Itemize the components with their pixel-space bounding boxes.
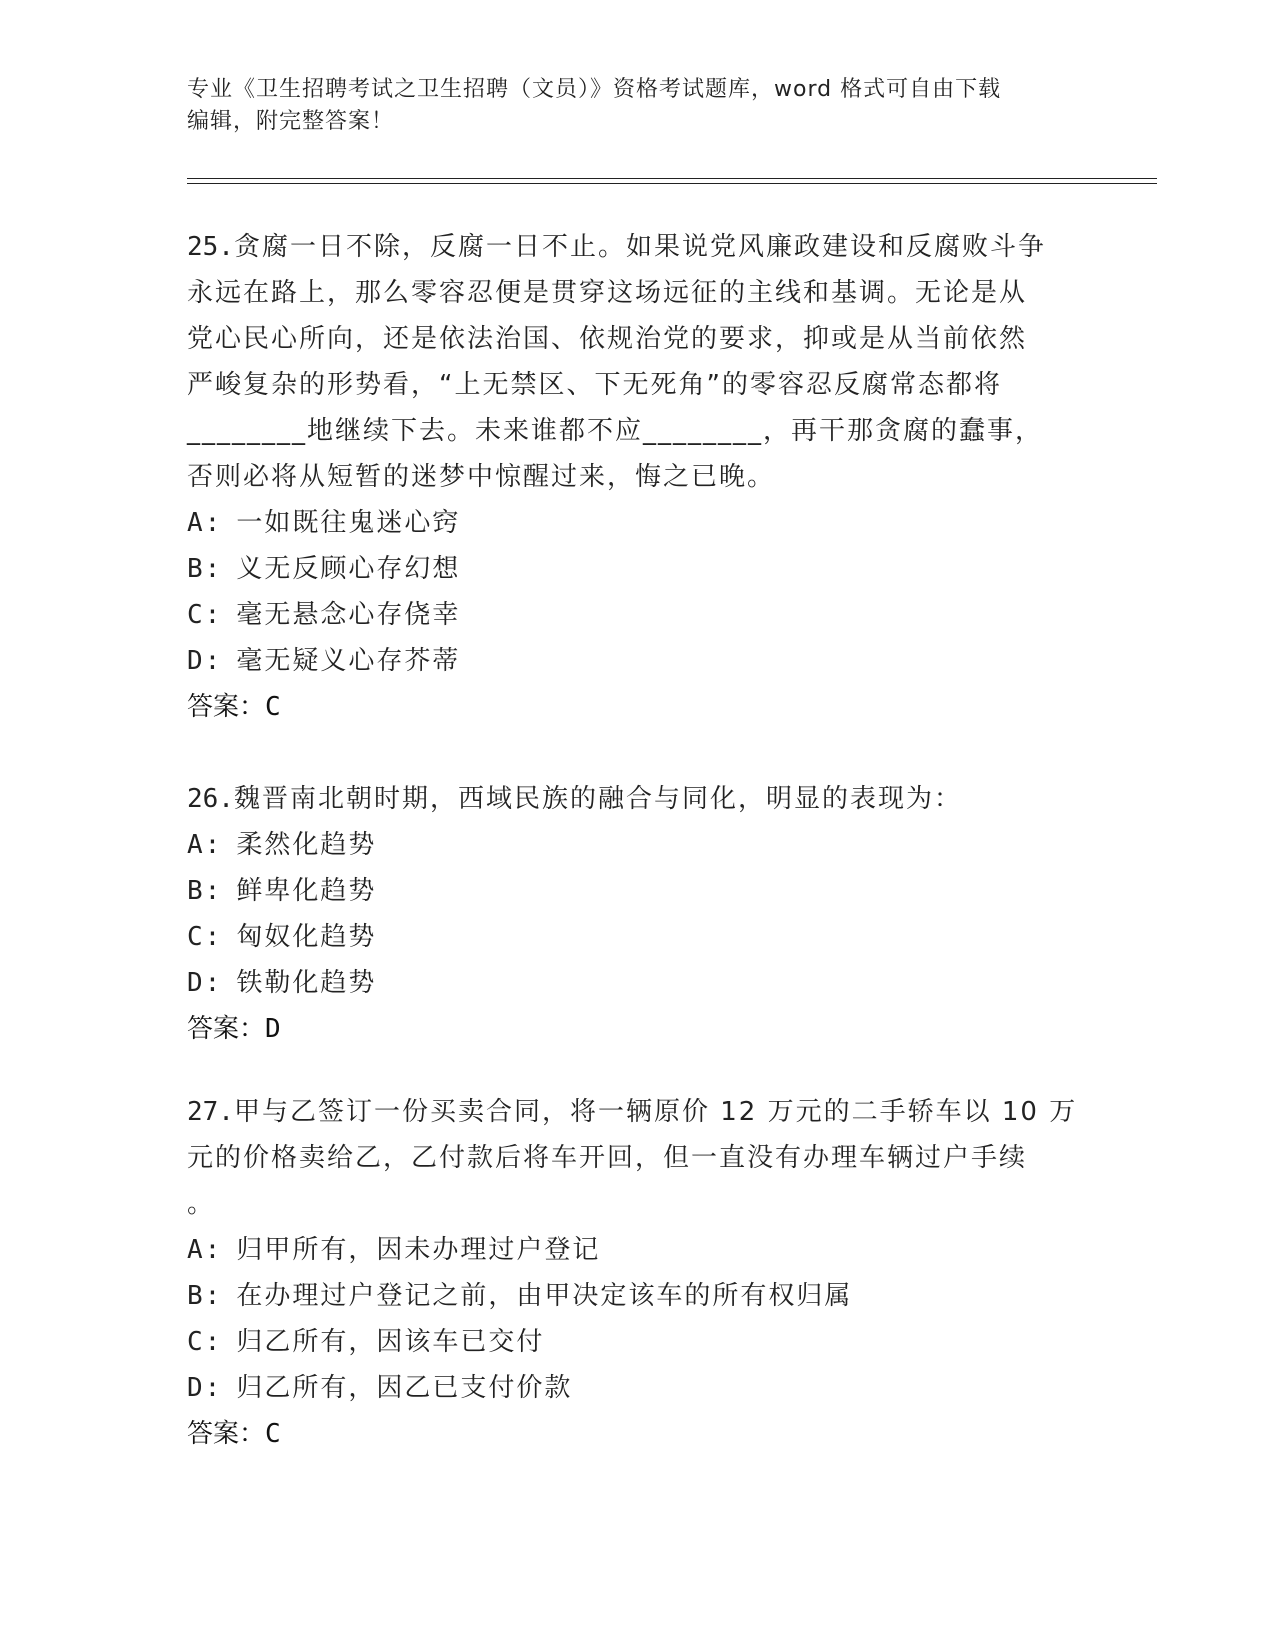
option-c [187,1319,1087,1365]
option-a [187,500,1087,546]
question-27 [187,1089,1087,1457]
option-text: 毫无疑义心存芥蒂 [236,646,461,676]
stem-line: 。 [187,1189,216,1219]
option-a [187,1227,1087,1273]
option-c [187,914,1087,960]
option-key: A: [187,508,223,538]
question-stem [187,776,1087,822]
question-number: 26. [187,784,234,814]
stem-line: ________地继续下去。未来谁都不应________，再干那贪腐的蠢事， [187,416,1044,446]
option-text: 在办理过户登记之前，由甲决定该车的所有权归属 [236,1281,853,1311]
option-key: C: [187,1327,223,1357]
option-key: B: [187,1281,223,1311]
question-26 [187,776,1087,1052]
option-text: 义无反顾心存幻想 [236,554,461,584]
answer-value: D [265,1014,281,1044]
stem-line: 党心民心所向，还是依法治国、依规治党的要求，抑或是从当前依然 [187,324,1028,354]
option-key: D: [187,1373,223,1403]
option-text: 归甲所有，因未办理过户登记 [236,1235,601,1265]
question-number: 27. [187,1097,234,1127]
answer-value: C [265,1419,281,1449]
header-line-1: 专业《卫生招聘考试之卫生招聘（文员）》资格考试题库，word 格式可自由下载 [187,77,1002,102]
option-text: 毫无悬念心存侥幸 [236,600,461,630]
answer-label: 答案： [187,1419,266,1449]
question-number: 25. [187,232,234,262]
option-c [187,592,1087,638]
question-stem [187,224,1087,270]
answer [187,1006,1087,1052]
header-line-2: 编辑，附完整答案！ [187,109,395,134]
option-d [187,638,1087,684]
stem-line: 甲与乙签订一份买卖合同，将一辆原价 12 万元的二手轿车以 10 万 [233,1097,1078,1127]
option-text: 鲜卑化趋势 [236,876,377,906]
option-b [187,546,1087,592]
option-key: A: [187,830,223,860]
option-key: A: [187,1235,223,1265]
option-key: C: [187,600,223,630]
answer [187,1411,1087,1457]
option-text: 铁勒化趋势 [236,968,377,998]
option-d [187,1365,1087,1411]
stem-line: 魏晋南北朝时期，西域民族的融合与同化，明显的表现为： [233,784,962,814]
stem-line: 永远在路上，那么零容忍便是贯穿这场远征的主线和基调。无论是从 [187,278,1028,308]
header-divider-top [187,178,1157,179]
stem-line: 贪腐一日不除，反腐一日不止。如果说党风廉政建设和反腐败斗争 [233,232,1046,262]
option-key: D: [187,646,223,676]
stem-line: 严峻复杂的形势看，“上无禁区、下无死角”的零容忍反腐常态都将 [187,370,1002,400]
option-text: 一如既往鬼迷心窍 [236,508,461,538]
document-header [187,74,1087,138]
answer [187,684,1087,730]
option-text: 归乙所有，因该车已交付 [236,1327,545,1357]
answer-label: 答案： [187,692,266,722]
option-key: B: [187,876,223,906]
stem-line: 元的价格卖给乙，乙付款后将车开回，但一直没有办理车辆过户手续 [187,1143,1028,1173]
option-key: B: [187,554,223,584]
answer-value: C [265,692,281,722]
option-b [187,868,1087,914]
option-key: C: [187,922,223,952]
header-divider-bottom [187,183,1157,184]
option-key: D: [187,968,223,998]
stem-line: 否则必将从短暂的迷梦中惊醒过来，悔之已晚。 [187,462,776,492]
option-b [187,1273,1087,1319]
option-text: 归乙所有，因乙已支付价款 [236,1373,573,1403]
option-d [187,960,1087,1006]
question-stem [187,1089,1087,1135]
option-a [187,822,1087,868]
answer-label: 答案： [187,1014,266,1044]
option-text: 匈奴化趋势 [236,922,377,952]
question-25 [187,224,1087,730]
option-text: 柔然化趋势 [236,830,377,860]
